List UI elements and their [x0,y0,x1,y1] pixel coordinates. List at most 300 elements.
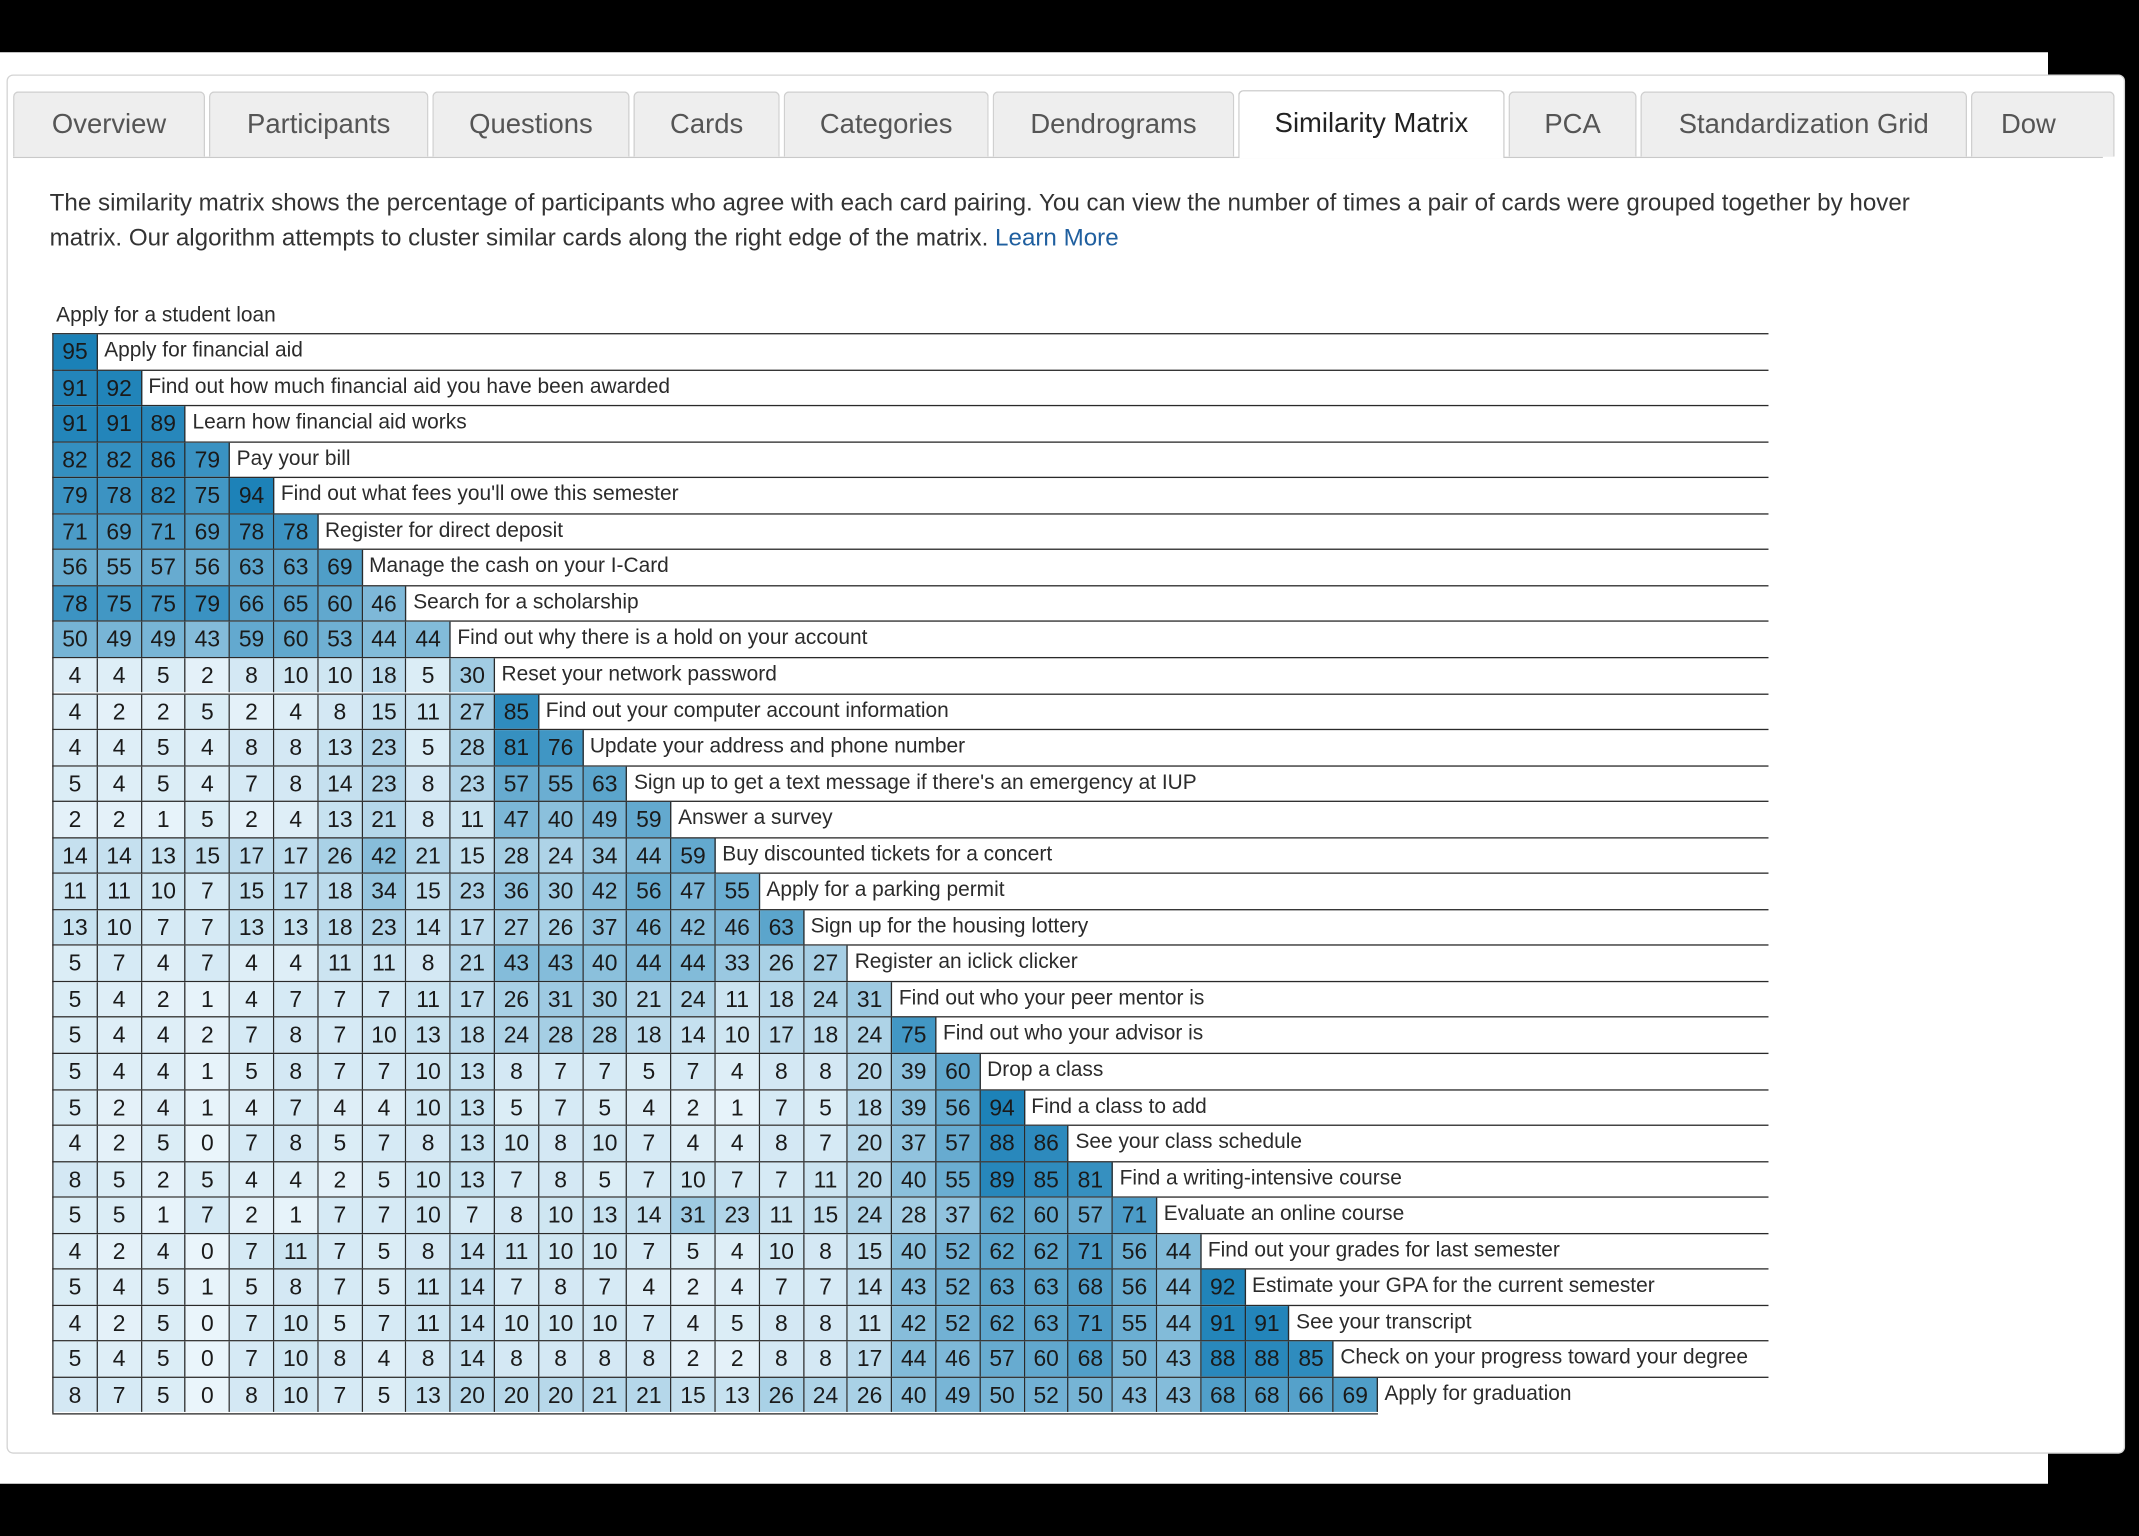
matrix-cell[interactable]: 7 [363,1198,407,1233]
matrix-cell[interactable]: 4 [98,1054,142,1089]
matrix-cell[interactable]: 7 [627,1306,671,1341]
matrix-cell[interactable]: 46 [936,1342,980,1377]
matrix-cell[interactable]: 8 [804,1054,848,1089]
matrix-cell[interactable]: 59 [672,838,716,873]
matrix-cell[interactable]: 11 [318,946,362,981]
matrix-cell[interactable]: 10 [407,1054,451,1089]
matrix-cell[interactable]: 1 [716,1090,760,1125]
matrix-cell[interactable]: 63 [274,550,318,585]
matrix-cell[interactable]: 13 [451,1162,495,1197]
matrix-cell[interactable]: 56 [1113,1270,1157,1305]
matrix-cell[interactable]: 75 [186,478,230,513]
matrix-cell[interactable]: 8 [495,1342,539,1377]
matrix-cell[interactable]: 7 [230,1018,274,1053]
matrix-cell[interactable]: 7 [230,1342,274,1377]
matrix-cell[interactable]: 13 [407,1378,451,1413]
matrix-cell[interactable]: 7 [186,910,230,945]
matrix-cell[interactable]: 8 [804,1306,848,1341]
matrix-cell[interactable]: 26 [760,946,804,981]
matrix-cell[interactable]: 8 [230,730,274,765]
matrix-cell[interactable]: 1 [186,1270,230,1305]
matrix-cell[interactable]: 23 [363,910,407,945]
matrix-cell[interactable]: 56 [54,550,98,585]
matrix-cell[interactable]: 88 [981,1126,1025,1161]
matrix-cell[interactable]: 52 [1025,1378,1069,1413]
matrix-cell[interactable]: 8 [407,1234,451,1269]
matrix-cell[interactable]: 44 [363,622,407,657]
matrix-cell[interactable]: 10 [363,1018,407,1053]
matrix-cell[interactable]: 5 [54,1342,98,1377]
matrix-cell[interactable]: 60 [1025,1198,1069,1233]
matrix-cell[interactable]: 43 [1157,1342,1201,1377]
matrix-cell[interactable]: 20 [539,1378,583,1413]
matrix-cell[interactable]: 37 [583,910,627,945]
matrix-cell[interactable]: 5 [142,730,186,765]
matrix-cell[interactable]: 2 [54,802,98,837]
matrix-cell[interactable]: 7 [142,910,186,945]
matrix-cell[interactable]: 2 [716,1342,760,1377]
matrix-cell[interactable]: 5 [142,1126,186,1161]
matrix-cell[interactable]: 5 [98,1162,142,1197]
matrix-cell[interactable]: 4 [363,1342,407,1377]
matrix-cell[interactable]: 27 [495,910,539,945]
matrix-cell[interactable]: 14 [451,1234,495,1269]
matrix-cell[interactable]: 23 [363,766,407,801]
matrix-cell[interactable]: 7 [98,946,142,981]
tab-cards[interactable]: Cards [633,91,779,156]
matrix-cell[interactable]: 31 [539,982,583,1017]
matrix-cell[interactable]: 59 [230,622,274,657]
matrix-cell[interactable]: 15 [407,874,451,909]
matrix-cell[interactable]: 5 [804,1090,848,1125]
matrix-cell[interactable]: 66 [230,586,274,621]
matrix-cell[interactable]: 8 [407,1342,451,1377]
matrix-cell[interactable]: 7 [318,1198,362,1233]
matrix-cell[interactable]: 4 [98,1342,142,1377]
matrix-cell[interactable]: 39 [892,1054,936,1089]
matrix-cell[interactable]: 60 [274,622,318,657]
matrix-cell[interactable]: 11 [716,982,760,1017]
matrix-cell[interactable]: 4 [716,1234,760,1269]
matrix-cell[interactable]: 18 [451,1018,495,1053]
matrix-cell[interactable]: 43 [495,946,539,981]
matrix-cell[interactable]: 2 [186,658,230,693]
matrix-cell[interactable]: 7 [583,1270,627,1305]
matrix-cell[interactable]: 85 [1290,1342,1334,1377]
matrix-cell[interactable]: 76 [539,730,583,765]
matrix-cell[interactable]: 21 [627,1378,671,1413]
matrix-cell[interactable]: 57 [495,766,539,801]
matrix-cell[interactable]: 0 [186,1126,230,1161]
matrix-cell[interactable]: 33 [716,946,760,981]
matrix-cell[interactable]: 13 [451,1126,495,1161]
matrix-cell[interactable]: 8 [407,802,451,837]
matrix-cell[interactable]: 63 [981,1270,1025,1305]
matrix-cell[interactable]: 7 [230,1234,274,1269]
matrix-cell[interactable]: 8 [760,1306,804,1341]
matrix-cell[interactable]: 37 [892,1126,936,1161]
matrix-cell[interactable]: 18 [627,1018,671,1053]
matrix-cell[interactable]: 10 [583,1126,627,1161]
matrix-cell[interactable]: 8 [274,730,318,765]
matrix-cell[interactable]: 14 [451,1306,495,1341]
matrix-cell[interactable]: 4 [274,802,318,837]
matrix-cell[interactable]: 17 [848,1342,892,1377]
matrix-cell[interactable]: 62 [981,1234,1025,1269]
matrix-cell[interactable]: 5 [54,766,98,801]
matrix-cell[interactable]: 5 [54,982,98,1017]
matrix-cell[interactable]: 2 [142,694,186,729]
matrix-cell[interactable]: 7 [274,1090,318,1125]
matrix-cell[interactable]: 2 [672,1090,716,1125]
matrix-cell[interactable]: 63 [583,766,627,801]
matrix-cell[interactable]: 13 [142,838,186,873]
matrix-cell[interactable]: 17 [230,838,274,873]
matrix-cell[interactable]: 78 [274,514,318,549]
matrix-cell[interactable]: 10 [539,1234,583,1269]
matrix-cell[interactable]: 4 [274,946,318,981]
matrix-cell[interactable]: 18 [318,910,362,945]
matrix-cell[interactable]: 2 [98,1090,142,1125]
matrix-cell[interactable]: 8 [495,1054,539,1089]
matrix-cell[interactable]: 7 [363,1126,407,1161]
matrix-cell[interactable]: 5 [407,730,451,765]
matrix-cell[interactable]: 94 [981,1090,1025,1125]
matrix-cell[interactable]: 7 [539,1054,583,1089]
matrix-cell[interactable]: 4 [274,694,318,729]
matrix-cell[interactable]: 7 [363,982,407,1017]
matrix-cell[interactable]: 79 [186,586,230,621]
matrix-cell[interactable]: 7 [318,1054,362,1089]
matrix-cell[interactable]: 7 [760,1270,804,1305]
matrix-cell[interactable]: 43 [539,946,583,981]
matrix-cell[interactable]: 7 [760,1090,804,1125]
matrix-cell[interactable]: 63 [230,550,274,585]
matrix-cell[interactable]: 34 [363,874,407,909]
tab-standardization-grid[interactable]: Standardization Grid [1640,91,1967,156]
matrix-cell[interactable]: 11 [54,874,98,909]
matrix-cell[interactable]: 2 [98,1306,142,1341]
matrix-cell[interactable]: 75 [892,1018,936,1053]
matrix-cell[interactable]: 4 [98,766,142,801]
matrix-cell[interactable]: 5 [142,658,186,693]
matrix-cell[interactable]: 4 [142,946,186,981]
matrix-cell[interactable]: 14 [98,838,142,873]
matrix-cell[interactable]: 62 [981,1306,1025,1341]
matrix-cell[interactable]: 28 [539,1018,583,1053]
matrix-cell[interactable]: 5 [363,1270,407,1305]
matrix-cell[interactable]: 5 [230,1054,274,1089]
matrix-cell[interactable]: 0 [186,1306,230,1341]
matrix-cell[interactable]: 69 [98,514,142,549]
tab-categories[interactable]: Categories [784,91,989,156]
matrix-cell[interactable]: 60 [318,586,362,621]
matrix-cell[interactable]: 1 [186,982,230,1017]
matrix-cell[interactable]: 7 [451,1198,495,1233]
matrix-cell[interactable]: 24 [804,1378,848,1413]
matrix-cell[interactable]: 81 [1069,1162,1113,1197]
matrix-cell[interactable]: 20 [451,1378,495,1413]
matrix-cell[interactable]: 47 [672,874,716,909]
matrix-cell[interactable]: 4 [98,658,142,693]
matrix-cell[interactable]: 7 [318,1378,362,1413]
tab-participants[interactable]: Participants [209,91,428,156]
matrix-cell[interactable]: 11 [804,1162,848,1197]
matrix-cell[interactable]: 49 [142,622,186,657]
matrix-cell[interactable]: 0 [186,1234,230,1269]
matrix-cell[interactable]: 11 [760,1198,804,1233]
matrix-cell[interactable]: 4 [716,1126,760,1161]
matrix-cell[interactable]: 0 [186,1342,230,1377]
matrix-cell[interactable]: 8 [274,1054,318,1089]
matrix-cell[interactable]: 34 [583,838,627,873]
matrix-cell[interactable]: 24 [539,838,583,873]
matrix-cell[interactable]: 78 [230,514,274,549]
matrix-cell[interactable]: 42 [892,1306,936,1341]
matrix-cell[interactable]: 60 [1025,1342,1069,1377]
matrix-cell[interactable]: 2 [230,802,274,837]
tab-dendrograms[interactable]: Dendrograms [993,91,1235,156]
matrix-cell[interactable]: 31 [848,982,892,1017]
matrix-cell[interactable]: 4 [318,1090,362,1125]
matrix-cell[interactable]: 15 [186,838,230,873]
learn-more-link[interactable]: Learn More [995,222,1119,251]
matrix-cell[interactable]: 18 [848,1090,892,1125]
matrix-cell[interactable]: 7 [230,766,274,801]
matrix-cell[interactable]: 21 [627,982,671,1017]
matrix-cell[interactable]: 82 [54,442,98,477]
matrix-cell[interactable]: 75 [98,586,142,621]
matrix-cell[interactable]: 5 [407,658,451,693]
matrix-cell[interactable]: 66 [1290,1378,1334,1413]
matrix-cell[interactable]: 1 [142,802,186,837]
matrix-cell[interactable]: 14 [627,1198,671,1233]
matrix-cell[interactable]: 10 [407,1090,451,1125]
matrix-cell[interactable]: 24 [495,1018,539,1053]
matrix-cell[interactable]: 86 [1025,1126,1069,1161]
matrix-cell[interactable]: 44 [627,838,671,873]
matrix-cell[interactable]: 8 [407,946,451,981]
matrix-cell[interactable]: 63 [1025,1270,1069,1305]
matrix-cell[interactable]: 10 [407,1198,451,1233]
matrix-cell[interactable]: 4 [98,730,142,765]
matrix-cell[interactable]: 63 [1025,1306,1069,1341]
matrix-cell[interactable]: 4 [54,658,98,693]
matrix-cell[interactable]: 92 [98,370,142,405]
matrix-cell[interactable]: 7 [98,1378,142,1413]
matrix-cell[interactable]: 11 [407,1306,451,1341]
matrix-cell[interactable]: 55 [936,1162,980,1197]
matrix-cell[interactable]: 44 [892,1342,936,1377]
matrix-cell[interactable]: 30 [583,982,627,1017]
matrix-cell[interactable]: 8 [318,1342,362,1377]
matrix-cell[interactable]: 10 [583,1306,627,1341]
matrix-cell[interactable]: 5 [54,1270,98,1305]
matrix-cell[interactable]: 14 [451,1270,495,1305]
matrix-cell[interactable]: 62 [1025,1234,1069,1269]
matrix-cell[interactable]: 4 [627,1090,671,1125]
matrix-cell[interactable]: 27 [451,694,495,729]
matrix-cell[interactable]: 10 [142,874,186,909]
matrix-cell[interactable]: 10 [274,658,318,693]
matrix-cell[interactable]: 5 [495,1090,539,1125]
matrix-cell[interactable]: 56 [936,1090,980,1125]
matrix-cell[interactable]: 4 [230,946,274,981]
matrix-cell[interactable]: 4 [54,1306,98,1341]
matrix-cell[interactable]: 4 [142,1234,186,1269]
matrix-cell[interactable]: 8 [583,1342,627,1377]
matrix-cell[interactable]: 4 [98,1270,142,1305]
matrix-cell[interactable]: 7 [804,1270,848,1305]
matrix-cell[interactable]: 7 [230,1306,274,1341]
matrix-cell[interactable]: 7 [363,1306,407,1341]
matrix-cell[interactable]: 5 [54,946,98,981]
matrix-cell[interactable]: 7 [583,1054,627,1089]
matrix-cell[interactable]: 46 [716,910,760,945]
matrix-cell[interactable]: 4 [230,982,274,1017]
matrix-cell[interactable]: 10 [539,1198,583,1233]
matrix-cell[interactable]: 18 [363,658,407,693]
matrix-cell[interactable]: 59 [627,802,671,837]
matrix-cell[interactable]: 8 [760,1054,804,1089]
matrix-cell[interactable]: 7 [627,1162,671,1197]
matrix-cell[interactable]: 5 [54,1090,98,1125]
matrix-cell[interactable]: 14 [848,1270,892,1305]
matrix-cell[interactable]: 7 [186,946,230,981]
matrix-cell[interactable]: 24 [848,1198,892,1233]
matrix-cell[interactable]: 2 [142,982,186,1017]
matrix-cell[interactable]: 5 [54,1198,98,1233]
matrix-cell[interactable]: 10 [539,1306,583,1341]
matrix-cell[interactable]: 15 [672,1378,716,1413]
matrix-cell[interactable]: 23 [716,1198,760,1233]
matrix-cell[interactable]: 7 [186,874,230,909]
matrix-cell[interactable]: 15 [848,1234,892,1269]
matrix-cell[interactable]: 10 [274,1306,318,1341]
matrix-cell[interactable]: 44 [1157,1234,1201,1269]
tab-download[interactable]: Dow [1971,91,2115,156]
matrix-cell[interactable]: 46 [627,910,671,945]
matrix-cell[interactable]: 5 [627,1054,671,1089]
matrix-cell[interactable]: 63 [760,910,804,945]
tab-pca[interactable]: PCA [1509,91,1637,156]
matrix-cell[interactable]: 50 [1069,1378,1113,1413]
matrix-cell[interactable]: 43 [186,622,230,657]
matrix-cell[interactable]: 4 [627,1270,671,1305]
matrix-cell[interactable]: 68 [1246,1378,1290,1413]
matrix-cell[interactable]: 4 [186,730,230,765]
matrix-cell[interactable]: 50 [1113,1342,1157,1377]
matrix-cell[interactable]: 44 [407,622,451,657]
matrix-cell[interactable]: 7 [363,1054,407,1089]
matrix-cell[interactable]: 8 [760,1342,804,1377]
matrix-cell[interactable]: 56 [627,874,671,909]
matrix-cell[interactable]: 52 [936,1234,980,1269]
matrix-cell[interactable]: 11 [407,694,451,729]
matrix-cell[interactable]: 4 [274,1162,318,1197]
matrix-cell[interactable]: 26 [760,1378,804,1413]
matrix-cell[interactable]: 69 [318,550,362,585]
matrix-cell[interactable]: 4 [142,1090,186,1125]
matrix-cell[interactable]: 8 [54,1378,98,1413]
matrix-cell[interactable]: 14 [672,1018,716,1053]
matrix-cell[interactable]: 20 [495,1378,539,1413]
matrix-cell[interactable]: 7 [716,1162,760,1197]
matrix-cell[interactable]: 18 [760,982,804,1017]
matrix-cell[interactable]: 5 [142,1378,186,1413]
matrix-cell[interactable]: 18 [804,1018,848,1053]
matrix-cell[interactable]: 5 [583,1090,627,1125]
matrix-cell[interactable]: 24 [804,982,848,1017]
matrix-cell[interactable]: 57 [1069,1198,1113,1233]
matrix-cell[interactable]: 36 [495,874,539,909]
matrix-cell[interactable]: 91 [1201,1306,1245,1341]
matrix-cell[interactable]: 4 [716,1054,760,1089]
matrix-cell[interactable]: 28 [583,1018,627,1053]
matrix-cell[interactable]: 23 [451,874,495,909]
matrix-cell[interactable]: 55 [1113,1306,1157,1341]
matrix-cell[interactable]: 18 [318,874,362,909]
matrix-cell[interactable]: 7 [318,982,362,1017]
matrix-cell[interactable]: 8 [54,1162,98,1197]
matrix-cell[interactable]: 91 [98,406,142,441]
matrix-cell[interactable]: 2 [98,1234,142,1269]
matrix-cell[interactable]: 8 [274,766,318,801]
matrix-cell[interactable]: 42 [583,874,627,909]
matrix-cell[interactable]: 94 [230,478,274,513]
matrix-cell[interactable]: 75 [142,586,186,621]
matrix-cell[interactable]: 5 [54,1018,98,1053]
matrix-cell[interactable]: 56 [1113,1234,1157,1269]
matrix-cell[interactable]: 11 [407,1270,451,1305]
matrix-cell[interactable]: 7 [495,1162,539,1197]
matrix-cell[interactable]: 40 [892,1378,936,1413]
matrix-cell[interactable]: 44 [627,946,671,981]
matrix-cell[interactable]: 50 [981,1378,1025,1413]
matrix-cell[interactable]: 2 [672,1342,716,1377]
matrix-cell[interactable]: 4 [363,1090,407,1125]
matrix-cell[interactable]: 82 [98,442,142,477]
matrix-cell[interactable]: 2 [230,1198,274,1233]
matrix-cell[interactable]: 14 [451,1342,495,1377]
matrix-cell[interactable]: 4 [54,694,98,729]
matrix-cell[interactable]: 1 [186,1054,230,1089]
matrix-cell[interactable]: 69 [1334,1378,1378,1413]
matrix-cell[interactable]: 11 [495,1234,539,1269]
matrix-cell[interactable]: 7 [804,1126,848,1161]
matrix-cell[interactable]: 5 [363,1234,407,1269]
matrix-cell[interactable]: 71 [1113,1198,1157,1233]
matrix-cell[interactable]: 7 [495,1270,539,1305]
matrix-cell[interactable]: 10 [760,1234,804,1269]
matrix-cell[interactable]: 8 [274,1126,318,1161]
matrix-cell[interactable]: 10 [274,1378,318,1413]
matrix-cell[interactable]: 11 [451,802,495,837]
matrix-cell[interactable]: 95 [54,334,98,369]
matrix-cell[interactable]: 5 [363,1162,407,1197]
matrix-cell[interactable]: 11 [98,874,142,909]
matrix-cell[interactable]: 43 [892,1270,936,1305]
matrix-cell[interactable]: 13 [54,910,98,945]
matrix-cell[interactable]: 71 [1069,1306,1113,1341]
matrix-cell[interactable]: 2 [672,1270,716,1305]
matrix-cell[interactable]: 20 [848,1126,892,1161]
matrix-cell[interactable]: 21 [451,946,495,981]
matrix-cell[interactable]: 5 [98,1198,142,1233]
matrix-cell[interactable]: 5 [318,1306,362,1341]
matrix-cell[interactable]: 5 [142,1342,186,1377]
matrix-cell[interactable]: 27 [804,946,848,981]
